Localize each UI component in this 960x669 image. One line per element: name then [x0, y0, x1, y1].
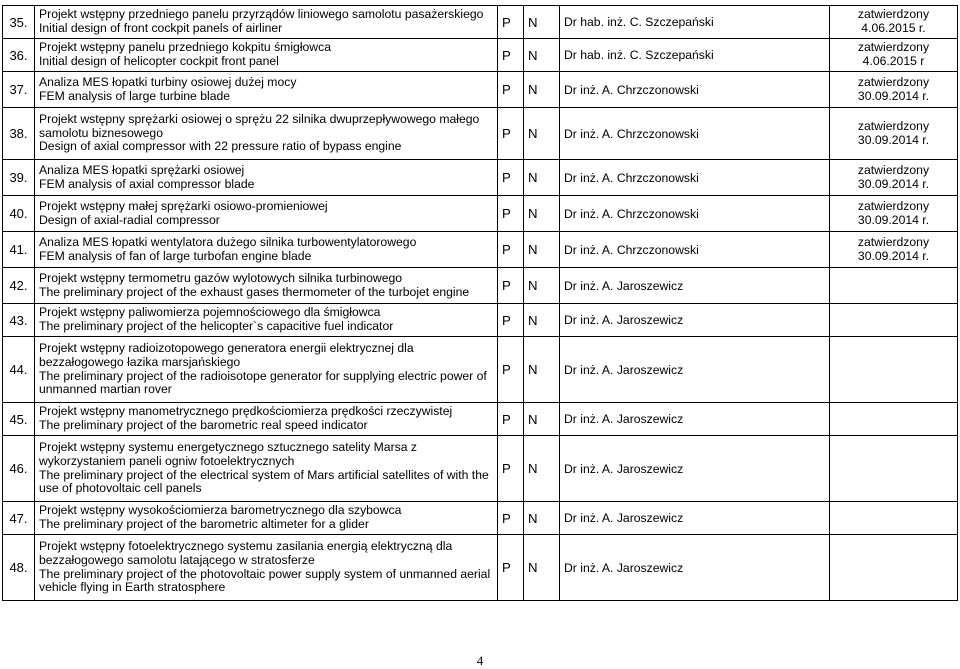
row-number: 37.: [3, 72, 35, 108]
thesis-title: [35, 535, 498, 601]
approval-status: [830, 6, 958, 39]
type-p: P: [498, 160, 524, 196]
table-row: [3, 196, 958, 232]
thesis-title: [35, 268, 498, 304]
table-row: [3, 304, 958, 337]
title-english: The preliminary project of the radioisotope generator for supplying electric power of unmanned martian rover: [39, 368, 487, 397]
thesis-title: [35, 403, 498, 436]
table-row: [3, 337, 958, 403]
status-label: zatwierdzony: [857, 7, 930, 22]
title-polish: Projekt wstępny wysokościomierza barometrycznego dla szybowca: [39, 503, 402, 518]
approval-status: [830, 232, 958, 268]
thesis-title: [35, 39, 498, 72]
type-p: P: [498, 304, 524, 337]
type-p: P: [498, 535, 524, 601]
type-p: P: [498, 502, 524, 535]
supervisor: Dr inż. A. Jaroszewicz: [560, 304, 830, 337]
supervisor: Dr inż. A. Jaroszewicz: [560, 403, 830, 436]
page-number: 4: [476, 653, 484, 668]
status-date: 4.06.2015 r.: [861, 21, 926, 35]
approval-status: [830, 196, 958, 232]
approval-status: [830, 436, 958, 502]
title-english: The preliminary project of the exhaust gases thermometer of the turbojet engine: [39, 284, 470, 299]
thesis-title: [35, 6, 498, 39]
row-number: 36.: [3, 39, 35, 72]
thesis-title: [35, 502, 498, 535]
row-number: 45.: [3, 403, 35, 436]
thesis-title: [35, 160, 498, 196]
type-n: N: [524, 232, 560, 268]
thesis-title: [35, 108, 498, 160]
title-english: The preliminary project of the photovoltaic power supply system of unmanned aerial vehicle flying in Earth stratosphere: [39, 566, 491, 595]
approval-status: [830, 502, 958, 535]
title-english: The preliminary project of the barometric altimeter for a glider: [39, 517, 369, 531]
row-number: 46.: [3, 436, 35, 502]
status-date: 30.09.2014 r.: [857, 88, 930, 103]
type-p: P: [498, 403, 524, 436]
status-label: zatwierdzony: [857, 198, 930, 213]
title-polish: Projekt wstępny paliwomierza pojemnościowego dla śmigłowca: [39, 305, 381, 320]
approval-status: [830, 39, 958, 72]
row-number: 42.: [3, 268, 35, 304]
type-p: P: [498, 337, 524, 403]
type-n: N: [524, 160, 560, 196]
table-row: [3, 6, 958, 39]
type-n: N: [524, 108, 560, 160]
row-number: 48.: [3, 535, 35, 601]
supervisor: Dr hab. inż. C. Szczepański: [560, 39, 830, 72]
row-number: 38.: [3, 108, 35, 160]
title-english: FEM analysis of large turbine blade: [39, 88, 231, 103]
type-p: P: [498, 108, 524, 160]
title-english: Initial design of helicopter cockpit front panel: [39, 54, 279, 68]
approval-status: [830, 535, 958, 601]
status-label: zatwierdzony: [857, 40, 930, 55]
approval-status: [830, 72, 958, 108]
approval-status: [830, 160, 958, 196]
table-row: [3, 436, 958, 502]
supervisor: Dr inż. A. Chrzczonowski: [560, 196, 830, 232]
type-n: N: [524, 502, 560, 535]
row-number: 43.: [3, 304, 35, 337]
type-n: N: [524, 72, 560, 108]
title-english: FEM analysis of axial compressor blade: [39, 176, 255, 191]
supervisor: Dr inż. A. Jaroszewicz: [560, 535, 830, 601]
status-label: zatwierdzony: [857, 234, 930, 249]
type-p: P: [498, 268, 524, 304]
row-number: 41.: [3, 232, 35, 268]
table-row: [3, 502, 958, 535]
approval-status: [830, 337, 958, 403]
type-p: P: [498, 39, 524, 72]
title-english: The preliminary project of the helicopter`s capacitive fuel indicator: [39, 319, 394, 333]
row-number: 47.: [3, 502, 35, 535]
row-number: 40.: [3, 196, 35, 232]
table-row: [3, 535, 958, 601]
status-date: 30.09.2014 r.: [857, 248, 930, 263]
approval-status: [830, 403, 958, 436]
status-label: zatwierdzony: [857, 118, 930, 133]
title-english: Design of axial-radial compressor: [39, 212, 220, 227]
type-n: N: [524, 436, 560, 502]
approval-status: [830, 268, 958, 304]
row-number: 35.: [3, 6, 35, 39]
type-n: N: [524, 337, 560, 403]
row-number: 39.: [3, 160, 35, 196]
supervisor: Dr inż. A. Jaroszewicz: [560, 337, 830, 403]
type-p: P: [498, 196, 524, 232]
table-body: [3, 6, 958, 601]
thesis-title: [35, 436, 498, 502]
title-polish: Analiza MES łopatki sprężarki osiowej: [39, 162, 245, 177]
title-english: Initial design of front cockpit panels of airliner: [39, 21, 283, 35]
supervisor: Dr inż. A. Chrzczonowski: [560, 108, 830, 160]
supervisor: Dr inż. A. Jaroszewicz: [560, 436, 830, 502]
table-row: [3, 39, 958, 72]
status-date: 30.09.2014 r.: [857, 176, 930, 191]
type-n: N: [524, 403, 560, 436]
thesis-title: [35, 232, 498, 268]
title-polish: Projekt wstępny przedniego panelu przyrządów liniowego samolotu pasażerskiego: [39, 7, 484, 22]
title-polish: Projekt wstępny radioizotopowego generatora energii elektrycznej dla bezzałogowego łazika marsjańskiego: [39, 341, 414, 369]
supervisor: Dr inż. A. Chrzczonowski: [560, 72, 830, 108]
table-row: [3, 108, 958, 160]
type-n: N: [524, 268, 560, 304]
supervisor: Dr inż. A. Chrzczonowski: [560, 160, 830, 196]
title-polish: Projekt wstępny małej sprężarki osiowo-promieniowej: [39, 198, 328, 213]
row-number: 44.: [3, 337, 35, 403]
approval-status: [830, 108, 958, 160]
type-p: P: [498, 72, 524, 108]
theses-table: [2, 5, 958, 601]
supervisor: Dr hab. inż. C. Szczepański: [560, 6, 830, 39]
table-row: [3, 160, 958, 196]
type-n: N: [524, 196, 560, 232]
status-label: zatwierdzony: [857, 162, 930, 177]
title-polish: Projekt wstępny termometru gazów wylotowych silnika turbinowego: [39, 270, 403, 285]
type-n: N: [524, 39, 560, 72]
supervisor: Dr inż. A. Jaroszewicz: [560, 268, 830, 304]
type-n: N: [524, 304, 560, 337]
title-polish: Projekt wstępny fotoelektrycznego systemu zasilania energią elektryczną dla bezzałogowego samolotu latającego w stratosferze: [39, 539, 453, 567]
title-polish: Analiza MES łopatki turbiny osiowej dużej mocy: [39, 74, 297, 89]
thesis-title: [35, 196, 498, 232]
supervisor: Dr inż. A. Chrzczonowski: [560, 232, 830, 268]
supervisor: Dr inż. A. Jaroszewicz: [560, 502, 830, 535]
table-row: [3, 268, 958, 304]
title-english: Design of axial compressor with 22 pressure ratio of bypass engine: [39, 139, 402, 154]
title-polish: Projekt wstępny systemu energetycznego sztucznego satelity Marsa z wykorzystaniem paneli ogniw fotoelektrycznych: [39, 440, 417, 468]
type-p: P: [498, 6, 524, 39]
type-p: P: [498, 232, 524, 268]
title-english: The preliminary project of the barometric real speed indicator: [39, 418, 368, 432]
type-p: P: [498, 436, 524, 502]
title-english: The preliminary project of the electrical system of Mars artificial satellites of with the use of photovoltaic cell panels: [39, 467, 489, 496]
table-row: [3, 232, 958, 268]
title-polish: Projekt wstępny sprężarki osiowej o sprężu 22 silnika dwuprzepływowego małego samolotu biznesowego: [39, 112, 480, 140]
thesis-title: [35, 72, 498, 108]
status-label: zatwierdzony: [857, 74, 930, 89]
thesis-title: [35, 337, 498, 403]
status-date: 4.06.2015 r: [862, 54, 925, 68]
title-polish: Analiza MES łopatki wentylatora dużego silnika turbowentylatorowego: [39, 234, 417, 249]
title-english: FEM analysis of fan of large turbofan engine blade: [39, 248, 312, 263]
approval-status: [830, 304, 958, 337]
type-n: N: [524, 535, 560, 601]
title-polish: Projekt wstępny manometrycznego prędkościomierza prędkości rzeczywistej: [39, 404, 453, 419]
type-n: N: [524, 6, 560, 39]
thesis-title: [35, 304, 498, 337]
status-date: 30.09.2014 r.: [857, 132, 930, 147]
table-row: [3, 403, 958, 436]
title-polish: Projekt wstępny panelu przedniego kokpitu śmigłowca: [39, 40, 331, 55]
table-row: [3, 72, 958, 108]
status-date: 30.09.2014 r.: [857, 212, 930, 227]
